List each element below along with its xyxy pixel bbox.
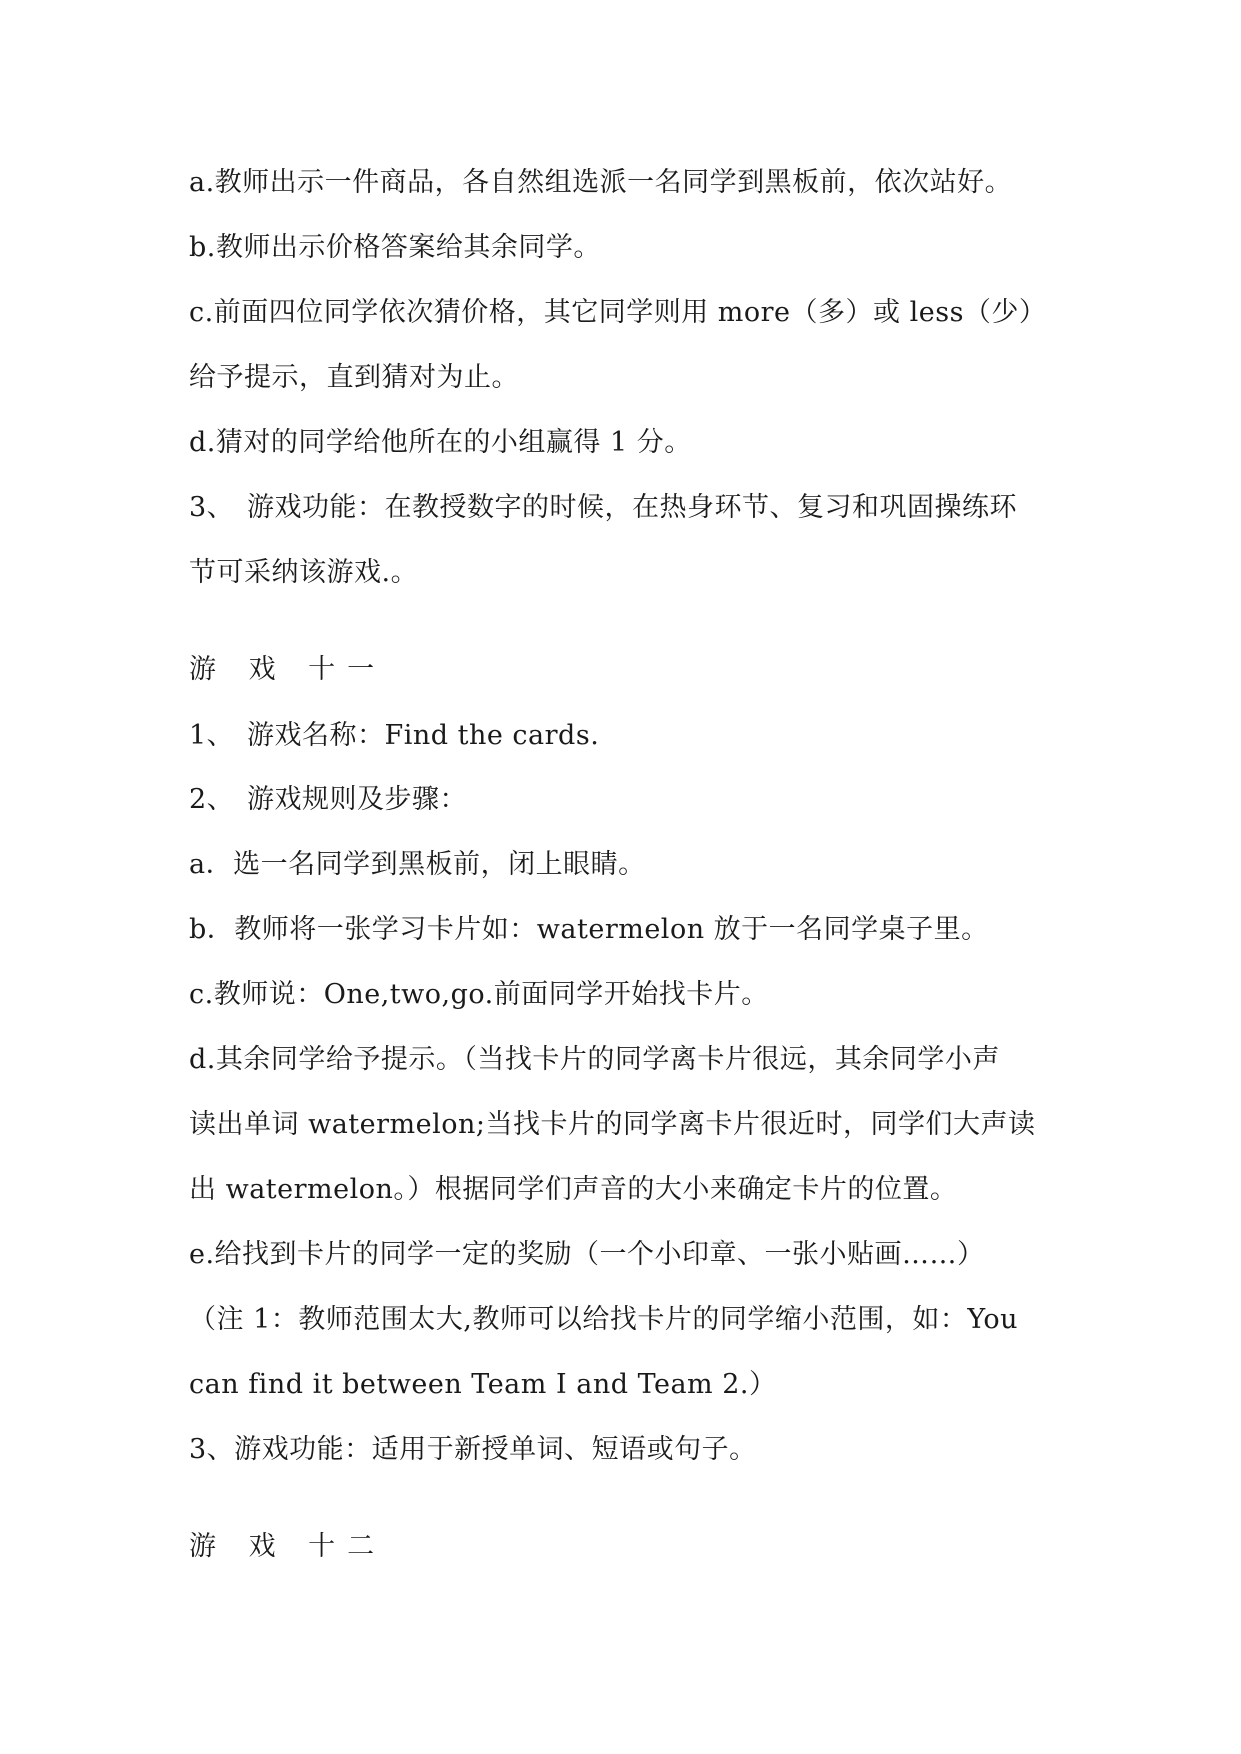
numbered-line-game-function	[189, 490, 1017, 526]
text-line-function-cont: 节可采纳该游戏.。	[189, 557, 419, 588]
game-function-text: 游戏功能：在教授数字的时候，在热身环节、复习和巩固操练环	[247, 492, 1017, 523]
text-line-note: （注 1：教师范围太大,教师可以给找卡片的同学缩小范围，如：You	[189, 1304, 1018, 1335]
text-line-step-e: e.给找到卡片的同学一定的奖励（一个小印章、一张小贴画……）	[189, 1239, 985, 1270]
text-line-note-cont: can find it between Team I and Team 2.）	[189, 1369, 777, 1400]
text-line-step-b: b．教师将一张学习卡片如：watermelon 放于一名同学桌子里。	[189, 914, 989, 945]
section-heading-game-11: 游 戏 十一	[189, 654, 387, 685]
text-line-d: d.猜对的同学给他所在的小组赢得 1 分。	[189, 427, 692, 458]
text-line-c: c.前面四位同学依次猜价格，其它同学则用 more（多）或 less（少）	[189, 297, 1047, 328]
text-line-step-c: c.教师说：One,two,go.前面同学开始找卡片。	[189, 979, 769, 1010]
text-line-step-d-cont1: 读出单词 watermelon;当找卡片的同学离卡片很近时，同学们大声读	[189, 1109, 1036, 1140]
game-rules-text: 游戏规则及步骤：	[247, 784, 467, 815]
text-line-step-d-cont2: 出 watermelon。）根据同学们声音的大小来确定卡片的位置。	[189, 1174, 958, 1205]
text-line-game-function-2: 3、游戏功能：适用于新授单词、短语或句子。	[189, 1434, 757, 1465]
game-name-text: 游戏名称：Find the cards.	[247, 720, 600, 751]
list-number: 3、	[189, 492, 235, 523]
text-line-b: b.教师出示价格答案给其余同学。	[189, 232, 601, 263]
text-line-step-d: d.其余同学给予提示。（当找卡片的同学离卡片很远，其余同学小声	[189, 1044, 1000, 1075]
numbered-line-game-name	[189, 718, 599, 754]
section-heading-game-12: 游 戏 十二	[189, 1531, 387, 1562]
list-number: 2、	[189, 784, 235, 815]
list-number: 1、	[189, 720, 235, 751]
text-line-c-cont: 给予提示，直到猜对为止。	[189, 362, 519, 393]
numbered-line-game-rules	[189, 782, 467, 818]
text-line-step-a: a．选一名同学到黑板前，闭上眼睛。	[189, 849, 646, 880]
text-line-a: a.教师出示一件商品，各自然组选派一名同学到黑板前，依次站好。	[189, 167, 1013, 198]
